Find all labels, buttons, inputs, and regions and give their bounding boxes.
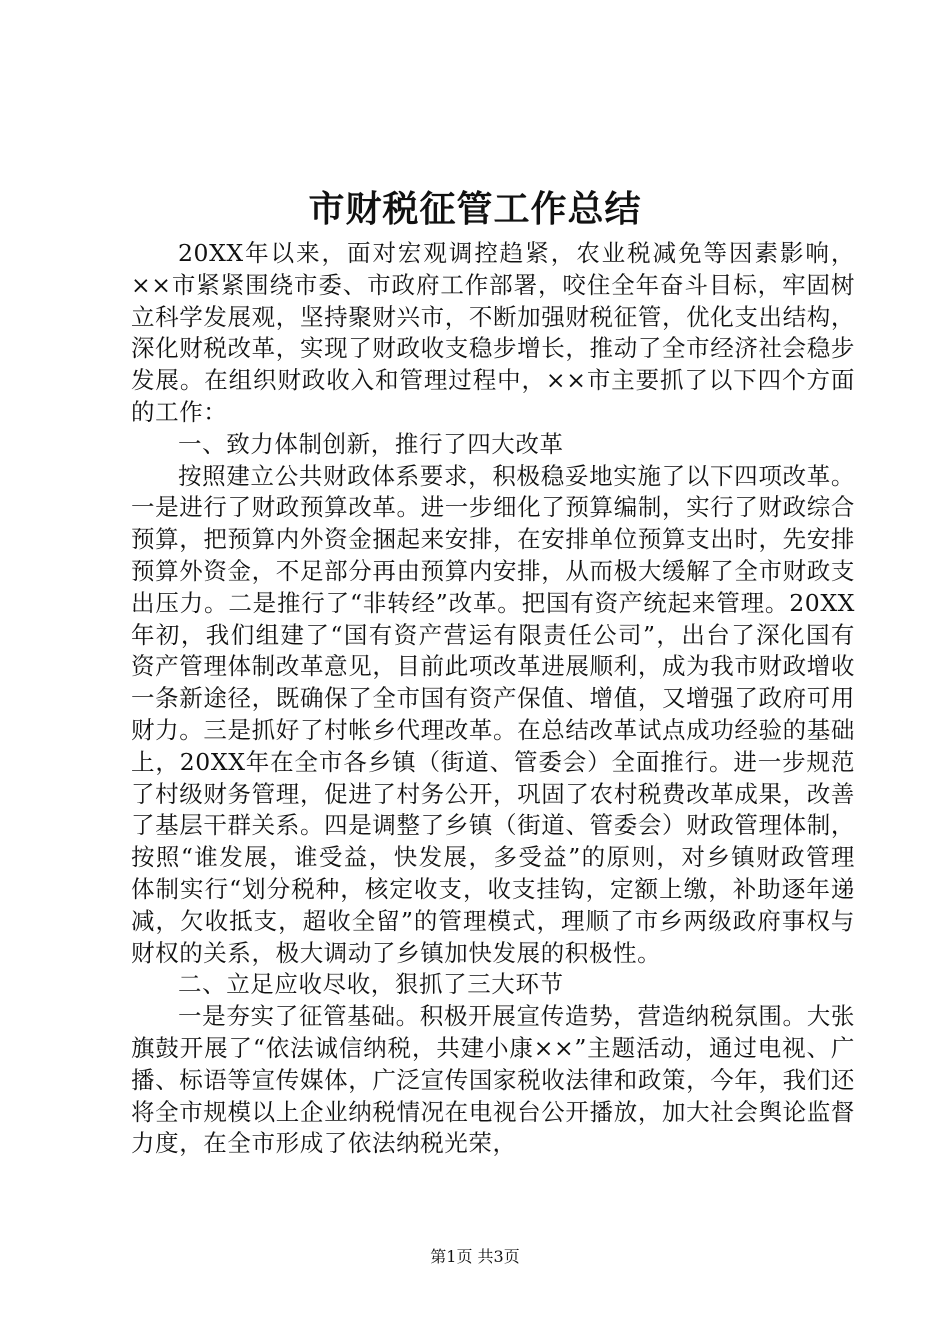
section-heading-2: 二、立足应收尽收，狠抓了三大环节 <box>178 970 564 999</box>
document-title: 市财税征管工作总结 <box>308 188 642 230</box>
document-body <box>131 238 855 1160</box>
section-heading-1: 一、致力体制创新，推行了四大改革 <box>178 429 564 458</box>
paragraph-intro: 20XX年以来，面对宏观调控趋紧，农业税减免等因素影响，××市紧紧围绕市委、市政府工作部署，咬住全年奋斗目标，牢固树立科学发展观，坚持聚财兴市，不断加强财税征管，优化支出结构，深化财税改革，实现了财政收支稳步增长，推动了全市经济社会稳步发展。在组织财政收入和管理过程中，××市主要抓了以下四个方面的工作： <box>131 239 855 426</box>
paragraph-collection: 一是夯实了征管基础。积极开展宣传造势，营造纳税氛围。大张旗鼓开展了“依法诚信纳税，共建小康××”主题活动，通过电视、广播、标语等宣传媒体，广泛宣传国家税收法律和政策，今年，我们还将全市规模以上企业纳税情况在电视台公开播放，加大社会舆论监督力度，在全市形成了依法纳税光荣， <box>131 1002 855 1158</box>
paragraph-reforms: 按照建立公共财政体系要求，积极稳妥地实施了以下四项改革。一是进行了财政预算改革。进一步细化了预算编制，实行了财政综合预算，把预算内外资金捆起来安排，在安排单位预算支出时，先安排预算外资金，不足部分再由预算内安排，从而极大缓解了全市财政支出压力。二是推行了“非转经”改革。把国有资产统起来管理。20XX年初，我们组建了“国有资产营运有限责任公司”，出台了深化国有资产管理体制改革意见，目前此项改革进展顺利，成为我市财政增收一条新途径，既确保了全市国有资产保值、增值，又增强了政府可用财力。三是抓好了村帐乡代理改革。在总结改革试点成功经验的基础上，20XX年在全市各乡镇（街道、管委会）全面推行。进一步规范了村级财务管理，促进了村务公开，巩固了农村税费改革成果，改善了基层干群关系。四是调整了乡镇（街道、管委会）财政管理体制，按照“谁发展，谁受益，快发展，多受益”的原则，对乡镇财政管理体制实行“划分税种，核定收支，收支挂钩，定额上缴，补助逐年递减，欠收抵支，超收全留”的管理模式，理顺了市乡两级政府事权与财权的关系，极大调动了乡镇加快发展的积极性。 <box>131 461 855 967</box>
page-number-footer: 第1页 共3页 <box>430 1247 520 1266</box>
